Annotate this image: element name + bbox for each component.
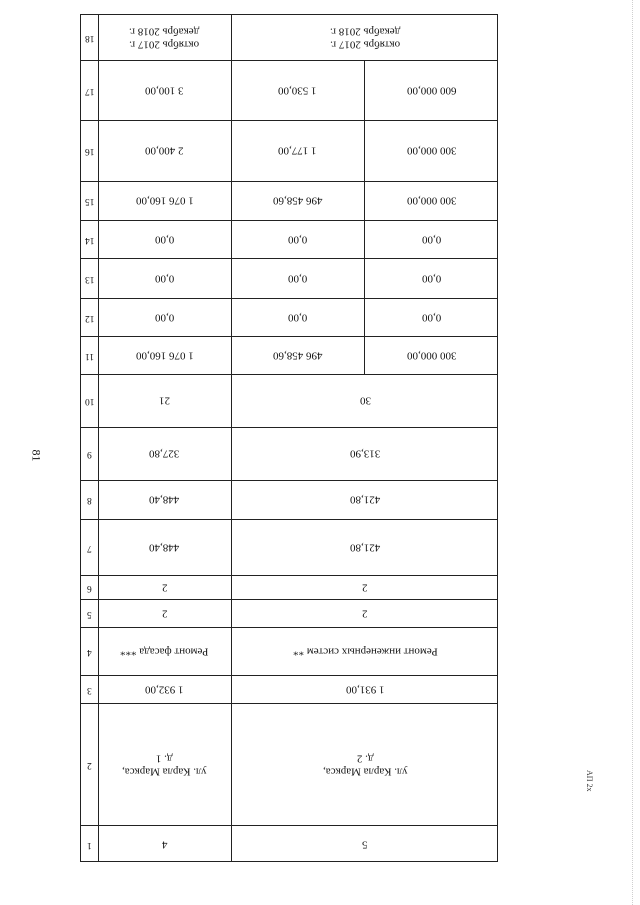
row1-col12: 0,00 — [154, 311, 175, 324]
column-header-11: 11 — [84, 350, 95, 361]
row1-col1: 4 — [161, 838, 168, 851]
row2b-col17: 600 000,00 — [406, 84, 457, 97]
column-header-4: 4 — [87, 646, 92, 657]
row2-period-line-1: октябрь 2017 г. — [329, 38, 401, 51]
row2a-col11: 496 458,60 — [272, 349, 323, 362]
row2b-col13: 0,00 — [421, 272, 442, 285]
row1-col3: 1 932,00 — [145, 683, 184, 696]
row2a-col17: 1 530,00 — [278, 84, 317, 97]
column-header-3: 3 — [87, 684, 92, 695]
row2a-col14: 0,00 — [287, 233, 308, 246]
row1-col11: 1 076 160,00 — [135, 349, 194, 362]
row1-col15: 1 076 160,00 — [135, 194, 194, 207]
row1-period — [98, 15, 231, 60]
row1-col4: Ремонт фасада *** — [120, 645, 209, 658]
row2-col7: 421,80 — [349, 541, 381, 554]
row2a-col15: 496 458,60 — [272, 194, 323, 207]
row2b-col11: 300 000,00 — [406, 349, 457, 362]
row2-address-line-1: ул. Карла Маркса, — [322, 765, 408, 778]
row2-col8: 421,80 — [349, 493, 381, 506]
row2-col10: 30 — [359, 394, 371, 407]
row1-col6: 2 — [161, 581, 168, 594]
row1-col13: 0,00 — [154, 272, 175, 285]
column-header-9: 9 — [87, 448, 92, 459]
row1-col16: 2 400,00 — [145, 144, 184, 157]
column-header-5: 5 — [87, 608, 92, 619]
row2-address-line-2: д. 2 — [356, 752, 374, 764]
row1-col5: 2 — [161, 607, 168, 620]
column-header-10: 10 — [84, 395, 95, 406]
row1-col14: 0,00 — [154, 233, 175, 246]
row1-col17: 3 100,00 — [145, 84, 184, 97]
row2-period-line-2: декабрь 2018 г. — [329, 25, 401, 38]
row2a-col12: 0,00 — [287, 311, 308, 324]
row1-col9: 327,80 — [149, 447, 180, 460]
column-header-6: 6 — [87, 582, 92, 593]
column-header-15: 15 — [84, 195, 95, 206]
column-header-2: 2 — [87, 759, 92, 770]
row1-address — [98, 703, 231, 825]
row2b-col16: 300 000,00 — [406, 144, 457, 157]
column-header-1: 1 — [87, 839, 92, 850]
row2b-col12: 0,00 — [421, 311, 442, 324]
column-header-8: 8 — [87, 494, 92, 505]
column-header-17: 17 — [84, 85, 95, 96]
row1-col7: 448,40 — [149, 541, 180, 554]
column-header-7: 7 — [87, 542, 92, 553]
row2-col4: Ремонт инженерных систем ** — [292, 645, 438, 658]
margin-stamp: АП 2х — [585, 770, 594, 792]
row2-col5: 2 — [362, 607, 368, 620]
column-header-12: 12 — [84, 312, 95, 323]
row1-col10: 21 — [159, 394, 170, 407]
row2-col1: 5 — [362, 838, 368, 851]
column-header-18: 18 — [84, 32, 95, 43]
row1-period-line-1: октябрь 2017 г. — [129, 38, 200, 51]
page-number: 81 — [29, 449, 44, 462]
data-table — [80, 14, 498, 862]
row1-address-line-2: д. 1 — [156, 752, 173, 764]
row2-col6: 2 — [362, 581, 368, 594]
row2-col9: 313,90 — [349, 447, 381, 460]
row2-col3: 1 931,00 — [345, 683, 385, 696]
row2a-col16: 1 177,00 — [278, 144, 317, 157]
scan-edge — [632, 0, 633, 905]
column-header-14: 14 — [84, 234, 95, 245]
row2-address — [231, 703, 499, 825]
row2a-col13: 0,00 — [287, 272, 308, 285]
row2-period — [231, 15, 499, 60]
row1-address-line-1: ул. Карла Маркса, — [122, 765, 207, 778]
row2b-col14: 0,00 — [421, 233, 442, 246]
column-header-16: 16 — [84, 145, 95, 156]
row1-period-line-2: декабрь 2018 г. — [129, 25, 200, 38]
column-header-13: 13 — [84, 273, 95, 284]
row1-col8: 448,40 — [149, 493, 180, 506]
row2b-col15: 300 000,00 — [406, 194, 457, 207]
